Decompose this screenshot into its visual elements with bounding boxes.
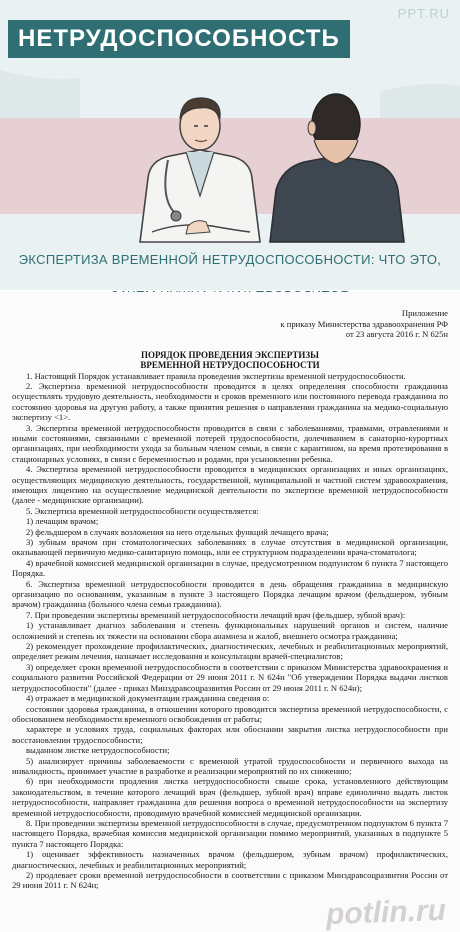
- paragraph: 1) устанавливает диагноз заболевания и степень функциональных нарушений органов и систем, наличие осложнений и степень их тяжести на основании сбора анамнеза и жалоб, внешнего осмотра гражданина;: [12, 620, 448, 641]
- paragraph: 4) отражает в медицинской документации гражданина сведения о:: [26, 693, 270, 704]
- paragraph: 5. Экспертиза временной нетрудоспособности осуществляется:: [26, 505, 259, 516]
- paragraph: 1) оценивает эффективность назначенных врачом (фельдшером, зубным врачом) профилактических, диагностических, лечебных и реабилитационных мероприятий;: [12, 849, 448, 870]
- banner-subtitle: ЭКСПЕРТИЗА ВРЕМЕННОЙ НЕТРУДОСПОСОБНОСТИ: ЧТО ЭТО,: [18, 252, 442, 267]
- document-body: [12, 371, 448, 891]
- paragraph: 3. Экспертиза временной нетрудоспособности проводится в связи с заболеваниями, травмами, отравлениями и иными состояниями, связанными с временной потерей трудоспособности, долечиванием в санаторно-курортных организациях, при необходимости ухода за больным членом семьи, в связи с карантином, на время протезирования в стационарных условиях, в связи с беременностью и родами, при усыновлении ребенка.: [12, 422, 448, 464]
- paragraph: 6. Экспертиза временной нетрудоспособности проводится в день обращения гражданина в медицинскую организацию по основаниям, указанным в пункте 3 настоящего Порядка лечащим врачом (фельдшером, зубным врачом) гражданина (больного члена семьи гражданина).: [12, 578, 448, 610]
- site-logo: PPT.RU: [397, 6, 450, 21]
- appendix-line: Приложение: [401, 308, 448, 318]
- paragraph: 4. Экспертиза временной нетрудоспособности проводится в медицинских организациях и иных организациях, осуществляющих медицинскую деятельность, государственной, муниципальной и частной систем здравоохранения, имеющих лицензию на осуществление медицинской деятельности по экспертизе временной нетрудоспособности (далее - медицинские организации).: [12, 464, 448, 506]
- paragraph: 4) врачебной комиссией медицинской организации в случае, предусмотренном подпунктом 6 пункта 7 настоящего Порядка.: [12, 557, 448, 579]
- paragraph: 5) анализирует причины заболеваемости с временной утратой трудоспособности и первичного выхода на инвалидность, принимает участие в разработке и реализации мероприятий по их снижению;: [12, 755, 448, 776]
- header-banner: [0, 0, 460, 290]
- paragraph: 1) лечащим врачом;: [26, 516, 99, 527]
- appendix-note: [12, 308, 448, 340]
- paragraph: 7. При проведении экспертизы временной нетрудоспособности лечащий врач (фельдшер, зубной врач):: [26, 609, 406, 620]
- paragraph: 2. Экспертиза временной нетрудоспособности проводится в целях определения способности гражданина осуществлять трудовую деятельность, необходимости и сроков временного или постоянного перевода гражданина по состоянию здоровья на другую работу, а также принятия решения о направлении гражданина на медико-социальную экспертизу <1>.: [12, 380, 448, 423]
- paragraph: 1. Настоящий Порядок устанавливает правила проведения экспертизы временной нетрудоспособности.: [26, 370, 406, 381]
- doctor-patient-illustration: [0, 60, 460, 242]
- heading-line: ВРЕМЕННОЙ НЕТРУДОСПОСОБНОСТИ: [140, 360, 320, 370]
- paragraph: 3) определяет сроки временной нетрудоспособности в соответствии с приказом Министерства здравоохранения и социального развития Российской Федерации от 29 июня 2011 г. N 624н "Об утверждении Порядка выдачи листков нетрудоспособности" (далее - приказ Минздравсоцразвития России от 29 июня 2011 г. N 624н);: [12, 661, 448, 693]
- document-page: [0, 292, 460, 932]
- paragraph: 2) фельдшером в случаях возложения на него отдельных функций лечащего врача;: [26, 526, 329, 537]
- heading-line: ПОРЯДОК ПРОВЕДЕНИЯ ЭКСПЕРТИЗЫ: [140, 349, 320, 360]
- paragraph: 2) продлевает сроки временной нетрудоспособности в соответствии с приказом Минздравсоцразвития России от 29 июня 2011 г. N 624н;: [12, 870, 448, 891]
- paragraph: характере и условиях труда, социальных факторах или обоснании закрытия листка нетрудоспособности при восстановлении трудоспособности;: [12, 724, 448, 745]
- banner-title: НЕТРУДОСПОСОБНОСТЬ: [8, 20, 350, 58]
- paragraph: 3) зубным врачом при стоматологических заболеваниях в случае отсутствия в медицинской организации, оказывающей первичную медико-санитарную помощь, или ее структурном подразделении врача-стоматолога;: [12, 537, 448, 558]
- paragraph: выданном листке нетрудоспособности;: [26, 745, 170, 756]
- paragraph: 2) рекомендует прохождение профилактических, диагностических, лечебных и реабилитационных мероприятий, определяет режим лечения, назначает исследования и консультации врачей-специалистов;: [12, 641, 448, 662]
- appendix-line: от 23 августа 2016 г. N 625н: [345, 329, 448, 339]
- paragraph: 6) при необходимости продления листка нетрудоспособности свыше срока, установленного действующим законодательством, в течение которого лечащий врач (фельдшер, зубной врач) вправе единолично выдать листок нетрудоспособности, направляет гражданина для решения вопроса о временной нетрудоспособности на экспертизу временной нетрудоспособности, проводимую врачебной комиссией медицинской организации.: [12, 776, 448, 818]
- watermark: potlin.ru: [325, 893, 447, 931]
- document-heading: [12, 350, 448, 371]
- paragraph: состоянии здоровья гражданина, в отношении которого проводится экспертиза временной нетрудоспособности, с обоснованием необходимости временного освобождения от работы;: [12, 703, 448, 724]
- paragraph: 8. При проведении экспертизы временной нетрудоспособности в случае, предусмотренном подпунктом 6 пункта 7 настоящего Порядка, врачебная комиссия медицинской организации помимо мероприятий, указанных в подпункте 5 пункта 7 настоящего Порядка:: [12, 817, 448, 849]
- appendix-line: к приказу Министерства здравоохранения РФ: [280, 318, 448, 329]
